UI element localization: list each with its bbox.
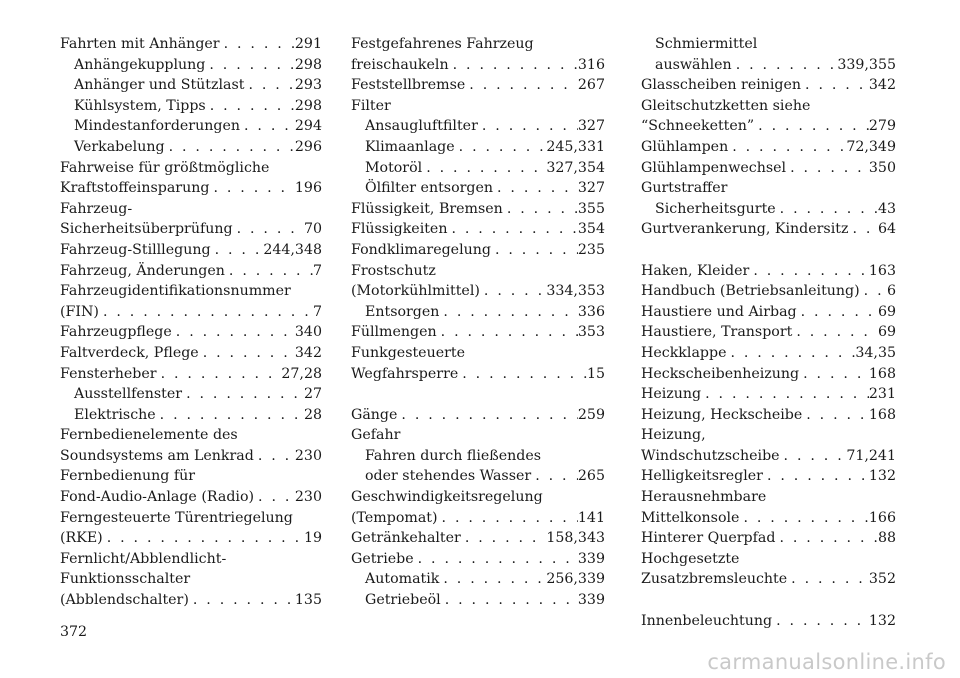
index-page-ref: 267: [577, 77, 605, 94]
index-entry: [60, 405, 322, 426]
index-page-ref: 265: [577, 468, 605, 485]
index-page-ref: 334,353: [546, 283, 605, 300]
index-entry: [351, 281, 605, 302]
index-page-ref: 6: [886, 283, 896, 300]
dot-leader: [397, 405, 577, 426]
index-entry: [641, 466, 896, 487]
index-term: Fensterheber: [60, 365, 157, 382]
dot-leader: [199, 343, 295, 364]
index-entry: Fernlicht/Abblendlicht-: [60, 550, 227, 567]
index-page-ref: 88: [877, 530, 896, 547]
index-term: Flüssigkeiten: [351, 221, 448, 238]
index-entry: Funktionsschalter: [60, 571, 191, 588]
index-term: freischaukeln: [351, 56, 449, 73]
index-entry: Gefahr: [351, 427, 401, 444]
index-term: Faltverdeck, Pflege: [60, 344, 199, 361]
dot-leader: [491, 240, 578, 261]
dot-leader: [848, 219, 878, 240]
index-entry: [60, 178, 322, 199]
index-entry: [351, 302, 605, 323]
index-entry: [351, 75, 605, 96]
index-entry: [60, 75, 322, 96]
dot-leader: [732, 55, 838, 76]
index-entry: [641, 302, 896, 323]
index-page-ref: 354: [577, 221, 605, 238]
index-term: (FIN): [60, 303, 99, 320]
index-page-ref: 135: [294, 592, 322, 609]
index-column-1: [60, 34, 322, 611]
index-term: Getriebeöl: [365, 592, 441, 609]
dot-leader: [726, 343, 855, 364]
index-entry: [641, 158, 896, 179]
dot-leader: [156, 405, 304, 426]
index-term: Gänge: [351, 406, 398, 423]
index-page-ref: 28: [303, 406, 322, 423]
index-entry: [641, 364, 896, 385]
dot-leader: [775, 528, 878, 549]
index-entry: Gurtstraffer: [641, 180, 728, 197]
index-page-ref: 230: [294, 447, 322, 464]
index-entry: [351, 116, 605, 137]
dot-leader: [447, 219, 577, 240]
dot-leader: [205, 55, 295, 76]
index-page-ref: 230: [294, 489, 322, 506]
index-term: Haken, Kleider: [641, 262, 750, 279]
dot-leader: [754, 116, 869, 137]
index-term: (Abblendschalter): [60, 592, 189, 609]
index-entry: [641, 219, 896, 240]
dot-leader: [792, 322, 878, 343]
index-page-ref: 231: [868, 386, 896, 403]
index-entry: [351, 199, 605, 220]
index-page-ref: 132: [868, 612, 896, 629]
index-entry: [351, 240, 605, 261]
index-term: Kraftstoffeinsparung: [60, 180, 210, 197]
index-page-ref: 69: [877, 324, 896, 341]
index-entry: [641, 343, 896, 364]
index-page-ref: 34,35: [855, 344, 896, 361]
dot-leader: [439, 569, 546, 590]
index-page-ref: 168: [868, 365, 896, 382]
index-term: Feststellbremse: [351, 77, 466, 94]
index-entry: Festgefahrenes Fahrzeug: [351, 36, 534, 52]
index-page-ref: 245,331: [546, 138, 605, 155]
index-page-ref: 293: [294, 77, 322, 94]
index-entry: [641, 116, 896, 137]
dot-leader: [165, 137, 295, 158]
index-entry: [351, 549, 605, 570]
index-page-ref: 27,28: [281, 365, 322, 382]
index-page-ref: 64: [877, 221, 896, 238]
index-entry: Frostschutz: [351, 262, 436, 279]
index-entry: [60, 384, 322, 405]
index-page-ref: 342: [868, 77, 896, 94]
index-term: Fond-Audio-Anlage (Radio): [60, 489, 255, 506]
index-term: Elektrische: [74, 406, 156, 423]
index-page-ref: 19: [303, 530, 322, 547]
page-number: 372: [60, 624, 88, 640]
index-term: Haustiere und Airbag: [641, 303, 797, 320]
index-term: Getriebe: [351, 550, 414, 567]
index-page-ref: 294: [294, 118, 322, 135]
index-entry: [60, 364, 322, 385]
index-page-ref: 350: [868, 159, 896, 176]
dot-leader: [749, 261, 869, 282]
index-term: Entsorgen: [365, 303, 440, 320]
index-term: Getränkehalter: [351, 530, 461, 547]
index-page-ref: 316: [577, 56, 605, 73]
index-page-ref: 70: [303, 221, 322, 238]
index-page-ref: 296: [294, 138, 322, 155]
index-page-ref: 339: [577, 550, 605, 567]
index-page-ref: 298: [294, 56, 322, 73]
index-term: Klimaanlage: [365, 138, 455, 155]
index-term: Glühlampen: [641, 138, 729, 155]
index-term: (Tempomat): [351, 509, 438, 526]
dot-leader: [780, 446, 847, 467]
index-entry: [641, 322, 896, 343]
dot-leader: [739, 508, 868, 529]
index-term: (Motorkühlmittel): [351, 283, 480, 300]
index-page-ref: 352: [868, 571, 896, 588]
index-term: “Schneeketten”: [641, 118, 755, 135]
index-term: Fahrten mit Anhänger: [60, 36, 220, 52]
index-entry: [60, 219, 322, 240]
index-entry: [60, 302, 322, 323]
index-entry: [351, 137, 605, 158]
index-page-ref: 342: [294, 344, 322, 361]
index-page-ref: 132: [868, 468, 896, 485]
index-entry: [641, 528, 896, 549]
index-term: Kühlsystem, Tipps: [74, 97, 206, 114]
dot-leader: [240, 116, 295, 137]
index-term: Verkabelung: [74, 138, 165, 155]
index-page-ref: 339,355: [837, 56, 896, 73]
index-term: Fahrzeug-Stilllegung: [60, 241, 211, 258]
index-entry: [351, 508, 605, 529]
dot-leader: [455, 137, 547, 158]
index-page-ref: 336: [577, 303, 605, 320]
index-page-ref: 298: [294, 97, 322, 114]
index-entry: [60, 446, 322, 467]
index-page-ref: 43: [877, 200, 896, 217]
dot-leader: [458, 364, 587, 385]
index-entry: [641, 137, 896, 158]
dot-leader: [797, 302, 878, 323]
index-column-2: [351, 34, 605, 611]
index-term: Heizung: [641, 386, 702, 403]
index-entry: [60, 137, 322, 158]
index-term: Soundsystems am Lenkrad: [60, 447, 254, 464]
index-entry: [641, 569, 896, 590]
index-entry: [351, 219, 605, 240]
dot-leader: [787, 569, 869, 590]
dot-leader: [763, 466, 869, 487]
index-entry: [641, 55, 896, 76]
index-term: Glühlampenwechsel: [641, 159, 787, 176]
index-entry: Fahrzeug-: [60, 200, 133, 217]
index-entry: [641, 199, 896, 220]
index-page-ref: 158,343: [546, 530, 605, 547]
index-column-3: [641, 34, 896, 631]
index-term: Glasscheiben reinigen: [641, 77, 802, 94]
watermark: carmanualsonline.info: [707, 650, 946, 674]
index-entry: Ferngesteuerte Türentriegelung: [60, 509, 293, 526]
index-entry: [351, 178, 605, 199]
index-entry: [351, 569, 605, 590]
dot-leader: [478, 116, 578, 137]
index-entry: [60, 343, 322, 364]
index-entry: [351, 158, 605, 179]
index-entry: [641, 281, 896, 302]
index-entry: [641, 75, 896, 96]
dot-leader: [438, 508, 578, 529]
index-entry: [641, 446, 896, 467]
dot-leader: [172, 322, 295, 343]
index-term: Gurtverankerung, Kindersitz: [641, 221, 849, 238]
index-term: oder stehendes Wasser: [365, 468, 532, 485]
dot-leader: [465, 75, 578, 96]
dot-leader: [206, 96, 295, 117]
index-term: Innenbeleuchtung: [641, 612, 773, 629]
index-term: Ansaugluftfilter: [365, 118, 478, 135]
index-page-ref: 279: [868, 118, 896, 135]
dot-leader: [449, 55, 578, 76]
index-entry: Schmiermittel: [655, 36, 758, 52]
index-page-ref: 7: [312, 262, 322, 279]
dot-leader: [103, 528, 304, 549]
dot-leader: [437, 322, 578, 343]
index-page-ref: 71,241: [846, 447, 896, 464]
dot-leader: [225, 261, 313, 282]
dot-leader: [728, 137, 846, 158]
index-entry: [60, 116, 322, 137]
index-term: Fahrzeugpflege: [60, 324, 172, 341]
dot-leader: [182, 384, 304, 405]
index-entry: Fernbedienung für: [60, 468, 196, 485]
index-entry: Herausnehmbare: [641, 489, 767, 506]
index-entry: [60, 34, 322, 55]
index-term: Handbuch (Betriebsanleitung): [641, 283, 860, 300]
index-entry: [351, 466, 605, 487]
dot-leader: [209, 178, 294, 199]
dot-leader: [233, 219, 304, 240]
index-entry: Fahrzeugidentifikationsnummer: [60, 283, 291, 300]
dot-leader: [441, 590, 578, 611]
index-entry: Heizung,: [641, 427, 706, 444]
index-page-ref: 327: [577, 180, 605, 197]
index-term: Heckklappe: [641, 344, 727, 361]
dot-leader: [860, 281, 887, 302]
index-entry: [641, 611, 896, 632]
index-term: Sicherheitsgurte: [655, 200, 776, 217]
index-entry: Fernbedienelemente des: [60, 427, 238, 444]
index-entry: [60, 487, 322, 508]
dot-leader: [701, 384, 869, 405]
index-page-ref: 163: [868, 262, 896, 279]
index-page-ref: 15: [586, 365, 605, 382]
index-page-ref: 166: [868, 509, 896, 526]
index-entry: [351, 322, 605, 343]
dot-leader: [461, 528, 547, 549]
dot-leader: [503, 199, 578, 220]
index-term: Automatik: [365, 571, 440, 588]
index-entry: [351, 405, 605, 426]
index-term: Zusatzbremsleuchte: [641, 571, 788, 588]
dot-leader: [157, 364, 282, 385]
index-term: Füllmengen: [351, 324, 437, 341]
index-term: Heizung, Heckscheibe: [641, 406, 803, 423]
index-page-ref: 355: [577, 200, 605, 217]
dot-leader: [802, 405, 869, 426]
index-entry: [60, 322, 322, 343]
index-page-ref: 339: [577, 592, 605, 609]
index-page-ref: 168: [868, 406, 896, 423]
index-entry: [351, 528, 605, 549]
index-term: Fahrzeug, Änderungen: [60, 262, 225, 279]
dot-leader: [189, 590, 295, 611]
dot-leader: [244, 75, 294, 96]
index-term: Heckscheibenheizung: [641, 365, 800, 382]
index-page-ref: 327: [577, 118, 605, 135]
dot-leader: [439, 302, 577, 323]
index-term: Anhängekupplung: [74, 56, 206, 73]
dot-leader: [254, 487, 295, 508]
index-term: Helligkeitsregler: [641, 468, 763, 485]
index-entry: Fahren durch fließendes: [365, 447, 542, 464]
dot-leader: [99, 302, 313, 323]
index-term: Motoröl: [365, 159, 423, 176]
index-page-ref: 69: [877, 303, 896, 320]
index-page-ref: 353: [577, 324, 605, 341]
index-term: Windschutzscheibe: [641, 447, 780, 464]
index-term: Sicherheitsüberprüfung: [60, 221, 233, 238]
index-page-ref: 256,339: [546, 571, 605, 588]
index-entry: Fahrweise für größtmögliche: [60, 159, 270, 176]
index-page-ref: 235: [577, 241, 605, 258]
dot-leader: [254, 446, 295, 467]
dot-leader: [414, 549, 578, 570]
index-term: Fondklimaregelung: [351, 241, 491, 258]
index-entry: Geschwindigkeitsregelung: [351, 489, 543, 506]
index-entry: Funkgesteuerte: [351, 344, 465, 361]
index-page-ref: 72,349: [846, 138, 896, 155]
index-page-ref: 196: [294, 180, 322, 197]
index-term: Ausstellfenster: [74, 386, 183, 403]
dot-leader: [480, 281, 546, 302]
index-term: Wegfahrsperre: [351, 365, 459, 382]
dot-leader: [801, 75, 869, 96]
index-entry: [60, 528, 322, 549]
index-entry: [351, 590, 605, 611]
index-entry: [60, 590, 322, 611]
index-entry: [641, 261, 896, 282]
dot-leader: [786, 158, 869, 179]
dot-leader: [211, 240, 264, 261]
index-entry: [641, 384, 896, 405]
index-term: Haustiere, Transport: [641, 324, 793, 341]
index-term: Mittelkonsole: [641, 509, 740, 526]
index-entry: [351, 55, 605, 76]
index-entry: [60, 96, 322, 117]
index-entry: Filter: [351, 97, 391, 114]
index-term: Flüssigkeit, Bremsen: [351, 200, 503, 217]
dot-leader: [531, 466, 578, 487]
index-entry: [641, 508, 896, 529]
index-page-ref: 340: [294, 324, 322, 341]
index-entry: [60, 240, 322, 261]
index-term: Ölfilter entsorgen: [365, 180, 494, 197]
dot-leader: [220, 34, 295, 55]
index-entry: [60, 55, 322, 76]
index-term: (RKE): [60, 530, 103, 547]
index-page-ref: 27: [303, 386, 322, 403]
dot-leader: [776, 199, 878, 220]
index-entry: Hochgesetzte: [641, 550, 740, 567]
index-entry: [60, 261, 322, 282]
index-page-ref: 7: [312, 303, 322, 320]
index-page-ref: 141: [577, 509, 605, 526]
dot-leader: [772, 611, 869, 632]
index-page-ref: 291: [294, 36, 322, 52]
index-entry: [351, 364, 605, 385]
index-term: Hinterer Querpfad: [641, 530, 776, 547]
index-page-ref: 259: [577, 406, 605, 423]
index-term: Anhänger und Stützlast: [74, 77, 245, 94]
index-entry: [641, 405, 896, 426]
dot-leader: [422, 158, 546, 179]
index-term: Mindestanforderungen: [74, 118, 240, 135]
index-page-ref: 244,348: [263, 241, 322, 258]
dot-leader: [493, 178, 578, 199]
index-page-ref: 327,354: [546, 159, 605, 176]
dot-leader: [799, 364, 869, 385]
index-term: auswählen: [655, 56, 732, 73]
index-entry: Gleitschutzketten siehe: [641, 97, 811, 114]
